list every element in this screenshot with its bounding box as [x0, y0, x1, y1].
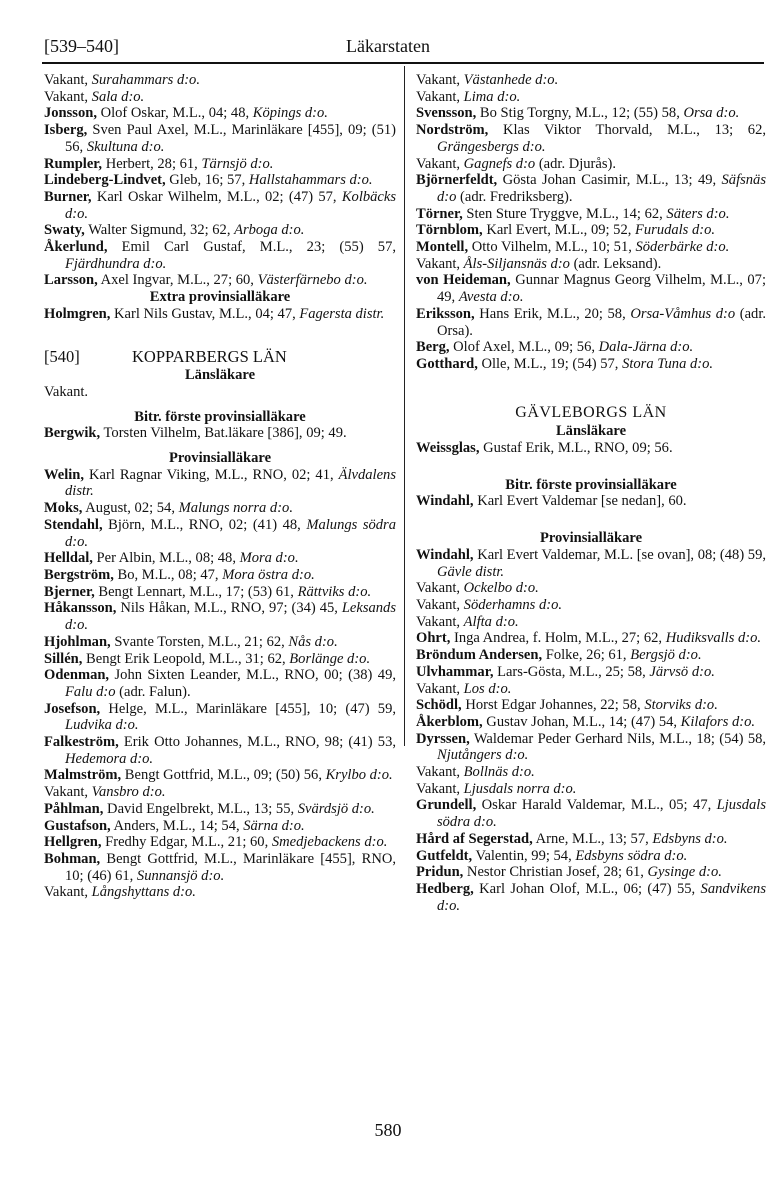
district-name: Tärnsjö d:o.	[201, 155, 274, 172]
directory-entry	[416, 681, 766, 698]
person-name: Dyrssen,	[416, 730, 470, 747]
district-name: Sandvikens d:o.	[437, 880, 766, 914]
district-name: Rättviks d:o.	[297, 583, 372, 600]
entry-details: Herbert, 28; 61,	[102, 155, 202, 172]
person-name: Hjohlman,	[44, 633, 111, 650]
entry-list	[416, 493, 766, 510]
person-name: Jonsson,	[44, 105, 97, 122]
person-name: Svensson,	[416, 105, 477, 122]
entry-list	[44, 425, 396, 442]
entry-details: Karl Nils Gustav, M.L., 04; 47,	[110, 305, 300, 322]
section-heading-bitr: Bitr. förste provinsialläkare	[134, 408, 306, 425]
county-number: [540]	[44, 346, 80, 366]
directory-entry	[44, 884, 396, 901]
district-name: Orsa d:o.	[683, 105, 740, 122]
person-name: Hård af Segerstad,	[416, 830, 533, 847]
entry-details: Hans Erik, M.L., 20; 58,	[474, 305, 631, 322]
district-name: Hudiksvalls d:o.	[665, 630, 762, 647]
entry-details: Nestor Christian Josef, 28; 61,	[463, 864, 648, 881]
directory-entry	[44, 667, 396, 700]
person-name: Gotthard,	[416, 355, 478, 372]
directory-entry	[44, 222, 396, 239]
district-name: Lima d:o.	[463, 88, 521, 105]
district-name: Orsa-Våmhus d:o	[630, 305, 736, 322]
directory-entry	[44, 818, 396, 835]
directory-entry	[416, 440, 766, 457]
entry-details: Vakant,	[416, 780, 464, 797]
entry-details: Karl Evert, M.L., 09; 52,	[482, 222, 635, 239]
directory-entry	[44, 834, 396, 851]
person-name: Åkerlund,	[44, 239, 108, 256]
person-name: Rumpler,	[44, 155, 103, 172]
entry-details: Bengt Erik Leopold, M.L., 31; 62,	[82, 650, 290, 667]
person-name: Törner,	[416, 205, 463, 222]
entry-details: Klas Viktor Thorvald, M.L., 13; 62,	[488, 122, 766, 139]
person-name: Bergström,	[44, 566, 114, 583]
district-name: Gagnefs d:o	[463, 155, 536, 172]
district-name: Skultuna d:o.	[86, 138, 165, 155]
person-name: Weissglas,	[416, 440, 480, 457]
district-name: Furudals d:o.	[635, 222, 716, 239]
directory-entry	[416, 580, 766, 597]
right-column	[416, 72, 766, 914]
person-name: Odenman,	[44, 667, 110, 684]
entry-details: Bengt Lennart, M.L., 17; (53) 61,	[94, 583, 298, 600]
directory-entry	[416, 493, 766, 510]
entry-details: August, 02; 54,	[82, 500, 179, 517]
directory-entry	[44, 272, 396, 289]
directory-entry	[416, 614, 766, 631]
county-title: KOPPARBERGS LÄN	[132, 346, 287, 366]
entry-details: Vakant,	[44, 784, 92, 801]
district-name: Stora Tuna d:o.	[622, 355, 714, 372]
directory-entry	[44, 651, 396, 668]
directory-entry	[416, 848, 766, 865]
directory-entry	[44, 701, 396, 734]
district-name: Njutångers d:o.	[437, 747, 529, 764]
entry-details: David Engelbrekt, M.L., 13; 55,	[103, 800, 298, 817]
directory-entry	[416, 256, 766, 273]
entry-details: Bo Stig Torgny, M.L., 12; (55) 58,	[476, 105, 684, 122]
district-name: Hallstahammars d:o.	[248, 172, 373, 189]
district-name: Ockelbo d:o.	[463, 580, 539, 597]
person-name: Montell,	[416, 239, 469, 256]
directory-entry	[416, 697, 766, 714]
district-name: Söderbärke d:o.	[635, 239, 730, 256]
directory-entry	[44, 567, 396, 584]
person-name: Bohman,	[44, 850, 101, 867]
directory-entry	[416, 239, 766, 256]
entry-details: Lars-Gösta, M.L., 25; 58,	[493, 663, 650, 680]
person-name: Nordström,	[416, 122, 489, 139]
district-name: Fjärdhundra d:o.	[65, 255, 167, 272]
entry-details: Olof Oskar, M.L., 04; 48,	[96, 105, 253, 122]
directory-entry	[44, 105, 396, 122]
district-name: Nås d:o.	[288, 633, 338, 650]
district-name: Alfta d:o.	[463, 613, 519, 630]
entry-list	[44, 72, 396, 289]
directory-entry	[44, 425, 396, 442]
entry-details: Gustaf Erik, M.L., RNO, 09; 56.	[479, 440, 673, 457]
directory-entry	[416, 547, 766, 580]
person-name: Berg,	[416, 339, 450, 356]
directory-entry	[416, 172, 766, 205]
directory-entry	[44, 89, 396, 106]
entry-details: Vakant.	[44, 383, 89, 400]
person-name: von Heideman,	[416, 272, 511, 289]
directory-entry	[416, 356, 766, 373]
directory-entry	[416, 89, 766, 106]
entry-details: Bengt Gottfrid, M.L., Marinläkare [455], RNO, 10; (46) 61,	[65, 850, 396, 884]
column-divider	[404, 66, 405, 746]
district-name: Västerfärnebo d:o.	[257, 272, 368, 289]
directory-entry	[44, 517, 396, 550]
entry-address: (adr. Leksand).	[569, 255, 662, 272]
left-column	[44, 72, 396, 901]
person-name: Isberg,	[44, 122, 88, 139]
entry-details: Gleb, 16; 57,	[165, 172, 249, 189]
entry-details: John Sixten Leander, M.L., RNO, 00; (38) 49,	[109, 667, 396, 684]
entry-list	[416, 440, 766, 457]
person-name: Gutfeldt,	[416, 847, 473, 864]
district-name: Köpings d:o.	[252, 105, 328, 122]
district-name: Falu d:o	[65, 683, 116, 700]
directory-entry	[416, 647, 766, 664]
person-name: Holmgren,	[44, 305, 111, 322]
directory-entry	[416, 864, 766, 881]
person-name: Hedberg,	[416, 880, 474, 897]
entry-details: Bengt Gottfrid, M.L., 09; (50) 56,	[121, 767, 326, 784]
district-name: Åls-Siljansnäs d:o	[463, 255, 570, 272]
directory-entry	[44, 550, 396, 567]
person-name: Ulvhammar,	[416, 663, 494, 680]
person-name: Windahl,	[416, 546, 474, 563]
directory-entry	[416, 222, 766, 239]
entry-details: Anders, M.L., 14; 54,	[110, 817, 244, 834]
directory-entry	[44, 156, 396, 173]
person-name: Windahl,	[416, 493, 474, 510]
section-heading-lanslakare: Länsläkare	[184, 367, 256, 384]
header-rule	[42, 62, 764, 64]
district-name: Västanhede d:o.	[463, 72, 559, 88]
page-numbers: [539–540]	[44, 36, 119, 56]
person-name: Björnerfeldt,	[416, 172, 498, 189]
district-name: Kilafors d:o.	[680, 713, 756, 730]
district-name: Borlänge d:o.	[289, 650, 371, 667]
entry-details: Gustav Johan, M.L., 14; (47) 54,	[482, 713, 681, 730]
entry-details: Fredhy Edgar, M.L., 21; 60,	[101, 834, 272, 851]
entry-details: Otto Vilhelm, M.L., 10; 51,	[468, 239, 636, 256]
entry-details: Vakant,	[44, 88, 92, 105]
district-name: Edsbyns södra d:o.	[575, 847, 688, 864]
entry-list	[416, 72, 766, 373]
directory-entry	[416, 597, 766, 614]
directory-entry	[416, 630, 766, 647]
entry-details: Vakant,	[416, 680, 464, 697]
directory-entry	[44, 384, 396, 401]
section-heading-bitr: Bitr. förste provinsialläkare	[505, 476, 677, 493]
entry-details: Emil Carl Gustaf, M.L., 23; (55) 57,	[107, 239, 396, 256]
entry-details: Torsten Vilhelm, Bat.läkare [386], 09; 49.	[100, 425, 347, 442]
directory-entry	[416, 831, 766, 848]
entry-details: Vakant,	[416, 255, 464, 272]
district-name: Kolbäcks d:o.	[65, 188, 396, 222]
district-name: Ludvika d:o.	[65, 717, 139, 734]
person-name: Bröndum Andersen,	[416, 647, 543, 664]
district-name: Grängesbergs d:o.	[437, 138, 546, 155]
entry-details: Vakant,	[416, 596, 464, 613]
person-name: Schödl,	[416, 697, 462, 714]
directory-entry	[416, 764, 766, 781]
entry-details: Vakant,	[44, 72, 92, 88]
entry-details: Sten Sture Tryggve, M.L., 14; 62,	[462, 205, 667, 222]
directory-entry	[44, 306, 396, 323]
entry-list	[416, 547, 766, 914]
county-title: GÄVLEBORGS LÄN	[515, 403, 667, 421]
district-name: Krylbo d:o.	[325, 767, 393, 784]
directory-entry	[44, 734, 396, 767]
district-name: Sala d:o.	[91, 88, 145, 105]
district-name: Söderhamns d:o.	[463, 596, 562, 613]
person-name: Lindeberg-Lindvet,	[44, 172, 166, 189]
person-name: Bergwik,	[44, 425, 101, 442]
entry-details: Arne, M.L., 13; 57,	[532, 830, 653, 847]
directory-entry	[416, 306, 766, 339]
person-name: Moks,	[44, 500, 83, 517]
directory-entry	[44, 584, 396, 601]
entry-details: Waldemar Peder Gerhard Nils, M.L., 18; (54) 58,	[469, 730, 766, 747]
district-name: Gävle distr.	[437, 563, 505, 580]
entry-details: Vakant,	[44, 884, 92, 901]
person-name: Påhlman,	[44, 800, 104, 817]
entry-details: Vakant,	[416, 764, 464, 781]
district-name: Fagersta distr.	[299, 305, 385, 322]
entry-details: Björn, M.L., RNO, 02; (41) 48,	[102, 516, 307, 533]
district-name: Mora östra d:o.	[222, 566, 315, 583]
entry-details: Vakant,	[416, 72, 464, 88]
directory-entry	[416, 664, 766, 681]
person-name: Malmström,	[44, 767, 122, 784]
entry-details: Svante Torsten, M.L., 21; 62,	[110, 633, 289, 650]
directory-entry	[416, 156, 766, 173]
person-name: Larsson,	[44, 272, 98, 289]
directory-entry	[416, 797, 766, 830]
person-name: Burner,	[44, 188, 92, 205]
district-name: Hedemora d:o.	[65, 750, 154, 767]
person-name: Pridun,	[416, 864, 464, 881]
directory-entry	[44, 172, 396, 189]
district-name: Malungs norra d:o.	[178, 500, 293, 517]
directory-entry	[416, 781, 766, 798]
directory-entry	[44, 189, 396, 222]
entry-details: Gösta Johan Casimir, M.L., 13; 49,	[497, 172, 722, 189]
district-name: Gysinge d:o.	[647, 864, 722, 881]
entry-details: Vakant,	[416, 580, 464, 597]
entry-details: Per Albin, M.L., 08; 48,	[92, 550, 240, 567]
district-name: Edsbyns d:o.	[652, 830, 728, 847]
entry-details: Vakant,	[416, 613, 464, 630]
district-name: Ljusdals norra d:o.	[463, 780, 577, 797]
entry-list	[44, 384, 396, 401]
district-name: Avesta d:o.	[458, 289, 524, 306]
directory-entry	[44, 467, 396, 500]
directory-entry	[416, 881, 766, 914]
directory-entry	[416, 272, 766, 305]
entry-details: Gunnar Magnus Georg Vilhelm, M.L., 07; 49,	[437, 272, 766, 306]
person-name: Grundell,	[416, 797, 477, 814]
entry-details: Oskar Harald Valdemar, M.L., 05; 47,	[476, 797, 717, 814]
entry-details: Erik Otto Johannes, M.L., RNO, 98; (41) 53,	[118, 734, 396, 751]
entry-details: Vakant,	[416, 155, 464, 172]
directory-entry	[416, 206, 766, 223]
page-header	[0, 36, 776, 62]
directory-entry	[44, 767, 396, 784]
entry-address: (adr. Orsa).	[437, 305, 766, 339]
entry-details: Folke, 26; 61,	[542, 647, 631, 664]
district-name: Storviks d:o.	[644, 697, 718, 714]
entry-details: Karl Evert Valdemar [se nedan], 60.	[473, 493, 687, 510]
entry-address: (adr. Falun).	[115, 683, 191, 700]
person-name: Bjerner,	[44, 583, 95, 600]
person-name: Josefson,	[44, 700, 101, 717]
district-name: Bergsjö d:o.	[630, 647, 702, 664]
district-name: Säters d:o.	[666, 205, 730, 222]
directory-entry	[416, 72, 766, 89]
entry-details: Axel Ingvar, M.L., 27; 60,	[97, 272, 258, 289]
person-name: Håkansson,	[44, 600, 117, 617]
district-name: Vansbro d:o.	[91, 784, 166, 801]
directory-entry	[416, 731, 766, 764]
entry-address: (adr. Djurås).	[535, 155, 616, 172]
directory-entry	[416, 714, 766, 731]
page-number-footer: 580	[374, 1120, 402, 1140]
directory-entry	[44, 784, 396, 801]
district-name: Bollnäs d:o.	[463, 764, 535, 781]
person-name: Sillén,	[44, 650, 83, 667]
entry-details: Olof Axel, M.L., 09; 56,	[449, 339, 599, 356]
district-name: Leksands d:o.	[65, 600, 396, 634]
person-name: Welin,	[44, 466, 85, 483]
person-name: Stendahl,	[44, 516, 103, 533]
directory-entry	[44, 851, 396, 884]
directory-entry	[44, 600, 396, 633]
district-name: Svärdsjö d:o.	[297, 800, 375, 817]
district-name: Surahammars d:o.	[91, 72, 200, 88]
district-name: Järvsö d:o.	[649, 663, 715, 680]
entry-details: Valentin, 99; 54,	[472, 847, 576, 864]
directory-entry	[416, 122, 766, 155]
entry-list	[44, 467, 396, 901]
person-name: Hellgren,	[44, 834, 102, 851]
directory-entry	[416, 105, 766, 122]
entry-details: Nils Håkan, M.L., RNO, 97; (34) 45,	[116, 600, 342, 617]
entry-details: Vakant,	[416, 88, 464, 105]
district-name: Ljusdals södra d:o.	[437, 797, 766, 831]
district-name: Dala-Järna d:o.	[598, 339, 694, 356]
district-name: Smedjebackens d:o.	[271, 834, 388, 851]
district-name: Sunnansjö d:o.	[136, 867, 225, 884]
district-name: Los d:o.	[463, 680, 512, 697]
section-heading-prov: Provinsialläkare	[539, 530, 643, 547]
entry-details: Karl Johan Olof, M.L., 06; (47) 55,	[473, 880, 701, 897]
entry-details: Karl Oskar Wilhelm, M.L., 02; (47) 57,	[91, 188, 342, 205]
section-heading-extra: Extra provinsialläkare	[149, 289, 291, 306]
section-heading-prov: Provinsialläkare	[168, 450, 272, 467]
directory-entry	[44, 500, 396, 517]
person-name: Swaty,	[44, 222, 85, 239]
directory-entry	[44, 122, 396, 155]
entry-details: Helge, M.L., Marinläkare [455], 10; (47) 59,	[100, 700, 396, 717]
entry-details: Bo, M.L., 08; 47,	[113, 566, 223, 583]
county-heading	[44, 346, 396, 366]
directory-entry	[44, 239, 396, 272]
running-title: Läkarstaten	[346, 36, 430, 56]
entry-details: Walter Sigmund, 32; 62,	[84, 222, 235, 239]
person-name: Helldal,	[44, 550, 93, 567]
directory-entry	[44, 801, 396, 818]
entry-details: Olle, M.L., 19; (54) 57,	[477, 355, 623, 372]
district-name: Mora d:o.	[239, 550, 299, 567]
person-name: Eriksson,	[416, 305, 475, 322]
person-name: Ohrt,	[416, 630, 451, 647]
entry-details: Karl Evert Valdemar, M.L. [se ovan], 08; (48) 59,	[473, 546, 766, 563]
entry-address: (adr. Fredriksberg).	[456, 188, 573, 205]
district-name: Långshyttans d:o.	[91, 884, 196, 901]
entry-details: Horst Edgar Johannes, 22; 58,	[461, 697, 645, 714]
district-name: Särna d:o.	[243, 817, 305, 834]
entry-details: Inga Andrea, f. Holm, M.L., 27; 62,	[450, 630, 666, 647]
entry-list	[44, 306, 396, 323]
person-name: Falkeström,	[44, 734, 119, 751]
directory-entry	[416, 339, 766, 356]
district-name: Älvdalens distr.	[65, 466, 396, 500]
directory-entry	[44, 634, 396, 651]
entry-details: Sven Paul Axel, M.L., Marinläkare [455], 09; (51) 56,	[65, 122, 396, 155]
person-name: Törnblom,	[416, 222, 483, 239]
district-name: Säfsnäs d:o	[437, 172, 766, 205]
district-name: Arboga d:o.	[234, 222, 305, 239]
person-name: Gustafson,	[44, 817, 111, 834]
entry-details: Karl Ragnar Viking, M.L., RNO, 02; 41,	[84, 466, 339, 483]
section-heading-lanslakare: Länsläkare	[555, 423, 627, 440]
person-name: Åkerblom,	[416, 713, 483, 730]
district-name: Malungs södra d:o.	[65, 516, 396, 550]
directory-entry	[44, 72, 396, 89]
